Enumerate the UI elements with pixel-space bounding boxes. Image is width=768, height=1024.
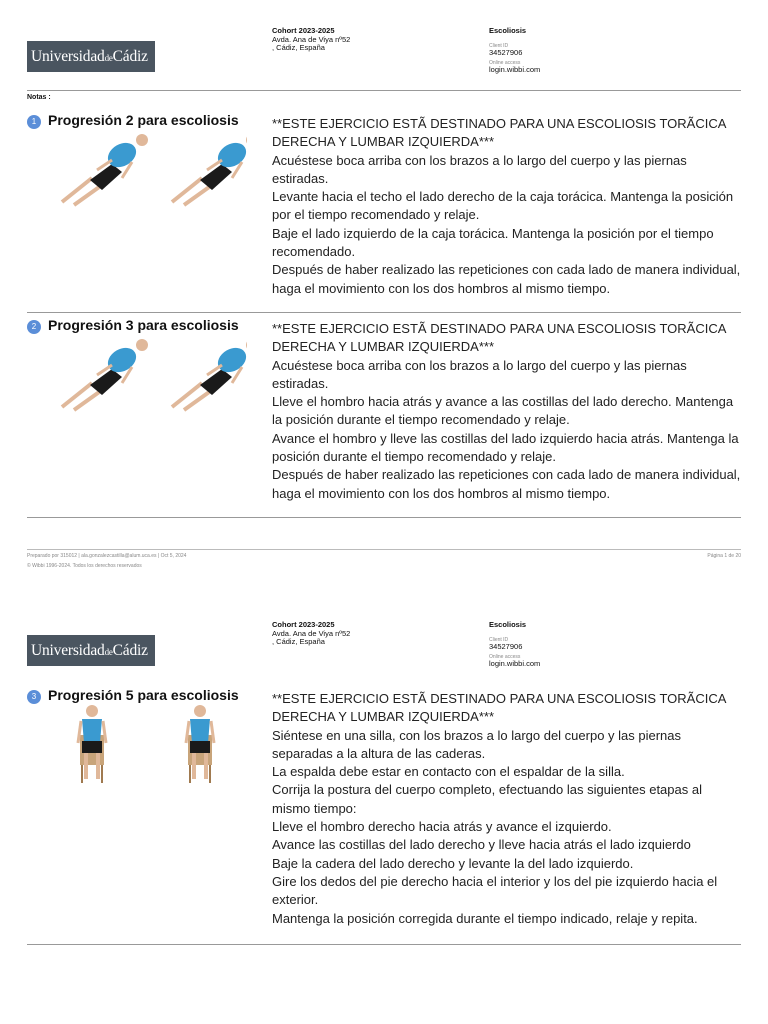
cohort: Cohort 2023-2025: [272, 620, 335, 629]
description-line: Acuéstese boca arriba con los brazos a lo largo del cuerpo y las piernas estiradas.: [272, 357, 687, 391]
program-title: Escoliosis: [489, 26, 527, 35]
university-logo: [27, 41, 155, 72]
exercise-description: [272, 320, 742, 503]
address-line-2: , Cádiz, España: [272, 43, 325, 52]
exercise-card: [27, 317, 741, 517]
description-line: Baje la cadera del lado derecho y levante la del lado izquierdo.: [272, 855, 634, 871]
online-access-label: Online access: [489, 60, 521, 66]
client-id-label: Client ID: [489, 42, 509, 49]
seated-figure-illustration: [72, 705, 232, 785]
university-logo: [27, 635, 155, 666]
description-line: Después de haber realizado las repeticiones con cada lado de manera individual, haga el movimiento con los dos hombros al mismo tiempo.: [272, 467, 741, 501]
exercise-number-badge: 1: [27, 115, 41, 129]
page-2: [0, 600, 768, 1024]
address-line-2: , Cádiz, España: [272, 637, 325, 646]
description-line: Gire los dedos del pie derecho hacia el interior y los del pie izquierdo hacia el exterior.: [272, 873, 718, 908]
description-line: **ESTE EJERCICIO ESTÃ DESTINADO PARA UNA ESCOLIOSIS TORÃCICA DERECHA Y LUMBAR IZQUIERDA***: [272, 691, 726, 725]
description-line: Siéntese en una silla, con los brazos a lo largo del cuerpo y las piernas separadas a la altura de las caderas.: [272, 727, 682, 761]
header-program: [489, 27, 540, 75]
exercise-number-badge: 2: [27, 320, 41, 334]
description-line: Avance el hombro y lleve las costillas del lado izquierdo hacia atrás. Mantenga la posición durante el tiempo recomendado y relaje.: [272, 430, 739, 465]
client-id-label: Client ID: [489, 636, 509, 643]
logo-text-end: Cádiz: [112, 48, 148, 65]
exercise-divider: [27, 517, 741, 518]
exercise-title: Progresión 3 para escoliosis: [48, 317, 239, 333]
logo-text-main: Universidad: [31, 642, 105, 659]
description-line: **ESTE EJERCICIO ESTÃ DESTINADO PARA UNA ESCOLIOSIS TORÃCICA DERECHA Y LUMBAR IZQUIERDA***: [272, 321, 726, 355]
description-line: La espalda debe estar en contacto con el espaldar de la silla.: [272, 764, 625, 780]
footer-prepared: Preparado por 315012 | ala.gonzalezcastilla@alum.uca.es | Oct 5, 2024: [27, 553, 187, 559]
exercise-number-badge: 3: [27, 690, 41, 704]
cohort: Cohort 2023-2025: [272, 26, 335, 35]
exercise-description: [272, 115, 742, 298]
logo-text-end: Cádiz: [112, 642, 148, 659]
header-divider: [27, 90, 741, 91]
description-line: Avance las costillas del lado derecho y lleve hacia atrás el lado izquierdo: [272, 837, 691, 853]
description-line: Baje el lado izquierdo de la caja torácica. Mantenga la posición por el tiempo recomendado.: [272, 225, 714, 260]
notes-label: Notas :: [27, 94, 51, 101]
description-line: Corrija la postura del cuerpo completo, efectuando las siguientes etapas al mismo tiempo:: [272, 782, 702, 816]
program-title: Escoliosis: [489, 620, 527, 629]
header-address: [272, 27, 350, 53]
description-line: Después de haber realizado las repeticiones con cada lado de manera individual, haga el movimiento con los dos hombros al mismo tiempo.: [272, 262, 741, 296]
lying-figure-illustration: [52, 130, 247, 210]
description-line: **ESTE EJERCICIO ESTÃ DESTINADO PARA UNA ESCOLIOSIS TORÃCICA DERECHA Y LUMBAR IZQUIERDA***: [272, 116, 726, 150]
logo-text-de: de: [104, 53, 113, 63]
description-line: Mantenga la posición corregida durante el tiempo indicado, relaje y repita.: [272, 910, 698, 926]
footer-copyright: © Wibbi 1996-2024. Todos los derechos reservados: [27, 563, 142, 569]
logo-text-de: de: [104, 647, 113, 657]
online-access-label: Online access: [489, 654, 521, 660]
exercise-card: [27, 687, 741, 944]
footer-page-number: Página 1 de 20: [707, 553, 741, 559]
exercise-description: [272, 690, 742, 928]
header-address: [272, 621, 350, 647]
description-line: Levante hacia el techo el lado derecho de la caja torácica. Mantenga la posición por el tiempo recomendado y relaje.: [272, 189, 734, 223]
client-id: 34527906: [489, 47, 523, 57]
exercise-title: Progresión 2 para escoliosis: [48, 112, 239, 128]
description-line: Acuéstese boca arriba con los brazos a lo largo del cuerpo y las piernas estiradas.: [272, 152, 687, 186]
description-line: Lleve el hombro derecho hacia atrás y avance el izquierdo.: [272, 819, 612, 835]
exercise-divider: [27, 312, 741, 313]
client-id: 34527906: [489, 641, 523, 651]
address-line-1: Avda. Ana de Viya nº52: [272, 628, 351, 638]
address-line-1: Avda. Ana de Viya nº52: [272, 34, 351, 44]
online-access-url[interactable]: login.wibbi.com: [489, 659, 541, 668]
logo-text-main: Universidad: [31, 48, 105, 65]
exercise-title: Progresión 5 para escoliosis: [48, 687, 239, 703]
exercise-divider: [27, 944, 741, 945]
header-program: [489, 621, 540, 669]
description-line: Lleve el hombro hacia atrás y avance a las costillas del lado derecho. Mantenga la posición durante el tiempo recomendado y relaje.: [272, 394, 734, 428]
footer-divider: [27, 549, 741, 550]
online-access-url[interactable]: login.wibbi.com: [489, 65, 541, 74]
exercise-card: [27, 112, 741, 312]
lying-figure-illustration: [52, 335, 247, 415]
